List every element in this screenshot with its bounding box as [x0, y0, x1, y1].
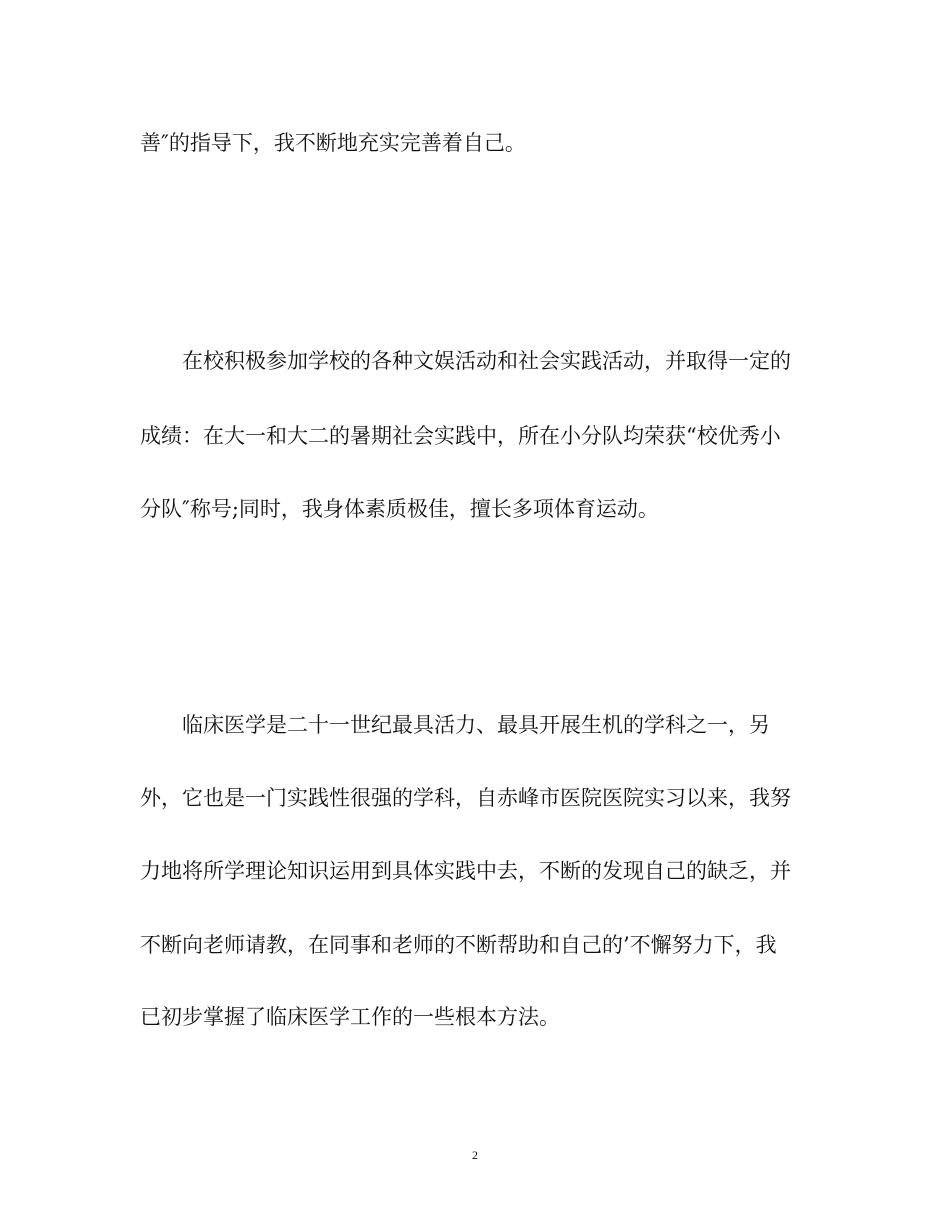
text-line: 不断向老师请教，在同事和老师的不断帮助和自己的’不懈努力下，我: [140, 933, 777, 957]
text-line: 已初步掌握了临床医学工作的一些根本方法。: [140, 1005, 560, 1029]
page-number: 2: [472, 1148, 478, 1162]
text-line: 力地将所学理论知识运用到具体实践中去，不断的发现自己的缺乏，并: [140, 859, 791, 883]
text-line: 分队″称号;同时，我身体素质极佳，擅长多项体育运动。: [140, 497, 659, 521]
text-line: 在校积极参加学校的各种文娱活动和社会实践活动，并取得一定的: [182, 349, 791, 373]
text-line: 外，它也是一门实践性很强的学科，自赤峰市医院医院实习以来，我努: [140, 786, 791, 810]
text-line: 成绩：在大一和大二的暑期社会实践中，所在小分队均荣获“校优秀小: [140, 424, 781, 448]
text-line: 临床医学是二十一世纪最具活力、最具开展生机的学科之一，另: [182, 713, 770, 737]
text-line: 善″的指导下，我不断地充实完善着自己。: [140, 131, 526, 155]
